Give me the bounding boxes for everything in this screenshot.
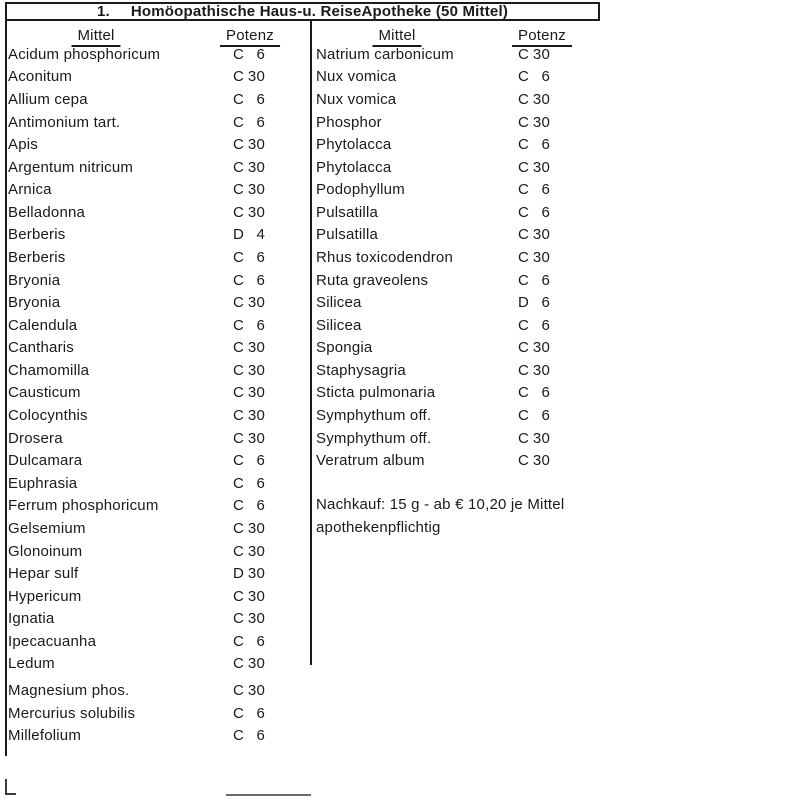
remedy-row xyxy=(8,337,265,360)
remedy-name: Bryonia xyxy=(8,271,61,289)
remedy-name: Rhus toxicodendron xyxy=(316,248,454,266)
potency-number: 6 xyxy=(256,90,265,108)
potency-number: 30 xyxy=(247,542,265,560)
remedy-name: Ferrum phosphoricum xyxy=(8,497,159,515)
remedy-row xyxy=(316,427,550,450)
remedy-name: Phytolacca xyxy=(316,158,392,176)
remedy-row xyxy=(8,404,265,427)
remedy-name: Symphythum off. xyxy=(316,429,432,447)
potency-letter: C xyxy=(518,407,530,425)
potency-number: 30 xyxy=(247,384,265,402)
remedy-name: Natrium carbonicum xyxy=(316,45,454,63)
remedy-row xyxy=(316,449,550,472)
potency-number: 30 xyxy=(247,339,265,357)
remedy-row xyxy=(8,224,265,247)
potency-number: 30 xyxy=(532,158,550,176)
potency-number: 6 xyxy=(256,113,265,131)
column-header-mittel-right: Mittel xyxy=(372,27,421,47)
purchase-note xyxy=(316,494,564,539)
remedy-name: Dulcamara xyxy=(8,452,83,470)
potency-letter: C xyxy=(518,158,530,176)
potency-letter: C xyxy=(233,294,245,312)
remedy-name: Acidum phosphoricum xyxy=(8,45,161,63)
potency-letter: C xyxy=(518,271,530,289)
potency-number: 30 xyxy=(247,519,265,537)
potency-letter: C xyxy=(518,316,530,334)
remedy-name: Ruta graveolens xyxy=(316,271,429,289)
potency-number: 6 xyxy=(541,136,550,154)
remedy-name: Magnesium phos. xyxy=(8,681,130,699)
potency-number: 30 xyxy=(247,681,265,699)
potency-letter: C xyxy=(233,339,245,357)
remedy-row xyxy=(316,43,550,66)
potency-number: 6 xyxy=(256,727,265,745)
remedy-row xyxy=(8,43,265,66)
potency-number: 30 xyxy=(532,361,550,379)
potency-letter: C xyxy=(518,339,530,357)
table-title-box xyxy=(5,2,600,21)
remedy-row xyxy=(8,314,265,337)
remedy-row xyxy=(8,653,265,676)
remedy-row xyxy=(8,679,265,702)
potency-number: 30 xyxy=(247,610,265,628)
remedy-name: Veratrum album xyxy=(316,452,425,470)
potency-letter: C xyxy=(233,519,245,537)
potency-number: 6 xyxy=(256,248,265,266)
potency-number: 30 xyxy=(247,294,265,312)
remedy-row xyxy=(8,472,265,495)
potency-number: 30 xyxy=(532,452,550,470)
potency-number: 6 xyxy=(541,384,550,402)
remedy-row xyxy=(8,66,265,89)
remedy-name: Drosera xyxy=(8,429,63,447)
potency-letter: C xyxy=(233,727,245,745)
potency-number: 30 xyxy=(247,181,265,199)
potency-letter: C xyxy=(518,361,530,379)
potency-number: 6 xyxy=(541,294,550,312)
potency-letter: C xyxy=(518,113,530,131)
potency-number: 30 xyxy=(247,655,265,673)
remedy-name: Cantharis xyxy=(8,339,74,357)
potency-letter: C xyxy=(518,429,530,447)
remedy-name: Nux vomica xyxy=(316,90,397,108)
potency-number: 6 xyxy=(256,497,265,515)
remedy-name: Glonoinum xyxy=(8,542,83,560)
remedy-row xyxy=(316,224,550,247)
potency-letter: C xyxy=(233,587,245,605)
remedy-list-right xyxy=(316,43,550,472)
potency-letter: D xyxy=(518,294,530,312)
potency-letter: C xyxy=(233,452,245,470)
potency-letter: C xyxy=(233,407,245,425)
remedy-row xyxy=(8,702,265,725)
remedy-name: Ipecacuanha xyxy=(8,632,97,650)
remedy-row xyxy=(8,246,265,269)
remedy-row xyxy=(316,133,550,156)
remedy-name: Spongia xyxy=(316,339,373,357)
potency-number: 6 xyxy=(256,474,265,492)
column-header-mittel-left: Mittel xyxy=(71,27,120,47)
table-left-border xyxy=(5,21,7,756)
remedy-row xyxy=(8,359,265,382)
remedy-row xyxy=(8,585,265,608)
potency-letter: C xyxy=(233,474,245,492)
remedy-name: Belladonna xyxy=(8,203,86,221)
potency-letter: C xyxy=(233,90,245,108)
remedy-name: Podophyllum xyxy=(316,181,405,199)
potency-number: 6 xyxy=(256,316,265,334)
potency-letter: C xyxy=(518,181,530,199)
remedy-row xyxy=(8,562,265,585)
potency-letter: C xyxy=(233,542,245,560)
potency-number: 30 xyxy=(532,226,550,244)
potency-number: 6 xyxy=(541,181,550,199)
potency-letter: C xyxy=(233,203,245,221)
purchase-note-line2: apothekenpflichtig xyxy=(316,518,441,536)
remedy-name: Phytolacca xyxy=(316,136,392,154)
potency-letter: C xyxy=(518,90,530,108)
potency-letter: C xyxy=(233,429,245,447)
column-header-potenz-right: Potenz xyxy=(512,27,572,47)
potency-letter: C xyxy=(233,497,245,515)
remedy-name: Gelsemium xyxy=(8,519,86,537)
remedy-name: Mercurius solubilis xyxy=(8,704,136,722)
potency-letter: C xyxy=(233,248,245,266)
remedy-name: Pulsatilla xyxy=(316,203,379,221)
potency-number: 4 xyxy=(256,226,265,244)
next-table-top-border xyxy=(226,794,311,796)
remedy-name: Allium cepa xyxy=(8,90,88,108)
potency-number: 30 xyxy=(247,587,265,605)
potency-number: 30 xyxy=(532,429,550,447)
potency-letter: C xyxy=(233,158,245,176)
potency-number: 6 xyxy=(541,203,550,221)
remedy-row xyxy=(8,88,265,111)
remedy-row xyxy=(316,404,550,427)
potency-number: 30 xyxy=(247,429,265,447)
remedy-row xyxy=(316,269,550,292)
potency-letter: C xyxy=(518,68,530,86)
remedy-name: Hypericum xyxy=(8,587,82,605)
remedy-name: Sticta pulmonaria xyxy=(316,384,436,402)
remedy-row xyxy=(316,111,550,134)
remedy-name: Ledum xyxy=(8,655,55,673)
remedy-row xyxy=(316,337,550,360)
remedy-row xyxy=(8,382,265,405)
potency-letter: C xyxy=(233,361,245,379)
column-header-potenz-left: Potenz xyxy=(220,27,280,47)
title-text: Homöopathische Haus-u. ReiseApotheke (50 Mittel) xyxy=(130,3,509,20)
title-number: 1. xyxy=(96,3,110,20)
remedy-row xyxy=(316,246,550,269)
potency-number: 6 xyxy=(256,271,265,289)
remedy-row xyxy=(8,111,265,134)
potency-number: 30 xyxy=(532,45,550,63)
potency-number: 30 xyxy=(247,68,265,86)
potency-letter: C xyxy=(233,632,245,650)
remedy-name: Silicea xyxy=(316,294,362,312)
remedy-name: Pulsatilla xyxy=(316,226,379,244)
potency-letter: C xyxy=(233,136,245,154)
potency-letter: C xyxy=(233,704,245,722)
remedy-row xyxy=(316,314,550,337)
potency-letter: C xyxy=(518,384,530,402)
remedy-name: Nux vomica xyxy=(316,68,397,86)
potency-number: 6 xyxy=(256,632,265,650)
remedy-name: Causticum xyxy=(8,384,81,402)
potency-number: 30 xyxy=(247,407,265,425)
potency-letter: C xyxy=(518,203,530,221)
potency-letter: C xyxy=(233,384,245,402)
remedy-row xyxy=(8,269,265,292)
remedy-row xyxy=(316,178,550,201)
remedy-name: Silicea xyxy=(316,316,362,334)
remedy-row xyxy=(8,607,265,630)
potency-letter: C xyxy=(233,113,245,131)
remedy-name: Ignatia xyxy=(8,610,55,628)
remedy-row xyxy=(8,178,265,201)
remedy-row xyxy=(8,630,265,653)
remedy-row xyxy=(316,66,550,89)
remedy-name: Staphysagria xyxy=(316,361,406,379)
remedy-row xyxy=(8,517,265,540)
potency-letter: C xyxy=(233,610,245,628)
potency-number: 6 xyxy=(541,316,550,334)
potency-number: 6 xyxy=(541,407,550,425)
remedy-name: Euphrasia xyxy=(8,474,78,492)
remedy-name: Phosphor xyxy=(316,113,382,131)
potency-number: 6 xyxy=(256,452,265,470)
remedy-name: Berberis xyxy=(8,248,66,266)
remedy-list-left xyxy=(8,43,265,747)
remedy-name: Bryonia xyxy=(8,294,61,312)
potency-number: 30 xyxy=(247,361,265,379)
remedy-name: Arnica xyxy=(8,181,52,199)
potency-letter: C xyxy=(518,248,530,266)
potency-number: 30 xyxy=(247,565,265,583)
remedy-row xyxy=(316,156,550,179)
potency-letter: C xyxy=(233,316,245,334)
potency-letter: D xyxy=(233,565,245,583)
potency-letter: C xyxy=(518,226,530,244)
remedy-name: Symphythum off. xyxy=(316,407,432,425)
potency-letter: C xyxy=(233,681,245,699)
potency-letter: C xyxy=(233,45,245,63)
remedy-name: Berberis xyxy=(8,226,66,244)
remedy-name: Hepar sulf xyxy=(8,565,79,583)
remedy-row xyxy=(8,201,265,224)
remedy-name: Millefolium xyxy=(8,727,82,745)
next-table-corner-horizontal xyxy=(5,793,16,795)
remedy-name: Chamomilla xyxy=(8,361,90,379)
potency-number: 30 xyxy=(532,339,550,357)
potency-number: 6 xyxy=(541,68,550,86)
potency-letter: C xyxy=(518,45,530,63)
potency-number: 30 xyxy=(247,158,265,176)
potency-number: 30 xyxy=(532,248,550,266)
remedy-row xyxy=(8,724,265,747)
potency-number: 6 xyxy=(256,45,265,63)
potency-number: 30 xyxy=(532,90,550,108)
potency-letter: C xyxy=(233,271,245,289)
potency-letter: C xyxy=(518,452,530,470)
potency-letter: D xyxy=(233,226,245,244)
purchase-note-line1: Nachkauf: 15 g - ab € 10,20 je Mittel xyxy=(316,496,565,513)
potency-number: 6 xyxy=(256,704,265,722)
remedy-row xyxy=(316,382,550,405)
remedy-row xyxy=(316,359,550,382)
potency-number: 30 xyxy=(532,113,550,131)
potency-letter: C xyxy=(233,655,245,673)
remedy-name: Apis xyxy=(8,136,38,154)
potency-number: 30 xyxy=(247,136,265,154)
remedy-name: Calendula xyxy=(8,316,78,334)
remedy-row xyxy=(316,88,550,111)
remedy-name: Colocynthis xyxy=(8,407,88,425)
potency-letter: C xyxy=(233,68,245,86)
remedy-row xyxy=(8,495,265,518)
remedy-name: Aconitum xyxy=(8,68,73,86)
table-middle-divider xyxy=(310,21,312,665)
potency-number: 30 xyxy=(247,203,265,221)
potency-letter: C xyxy=(518,136,530,154)
remedy-row xyxy=(316,201,550,224)
remedy-row xyxy=(8,291,265,314)
remedy-row xyxy=(8,133,265,156)
remedy-row xyxy=(8,156,265,179)
remedy-name: Antimonium tart. xyxy=(8,113,121,131)
potency-letter: C xyxy=(233,181,245,199)
remedy-row xyxy=(316,291,550,314)
remedy-row xyxy=(8,449,265,472)
remedy-name: Argentum nitricum xyxy=(8,158,134,176)
remedy-row xyxy=(8,427,265,450)
remedy-row xyxy=(8,540,265,563)
potency-number: 6 xyxy=(541,271,550,289)
